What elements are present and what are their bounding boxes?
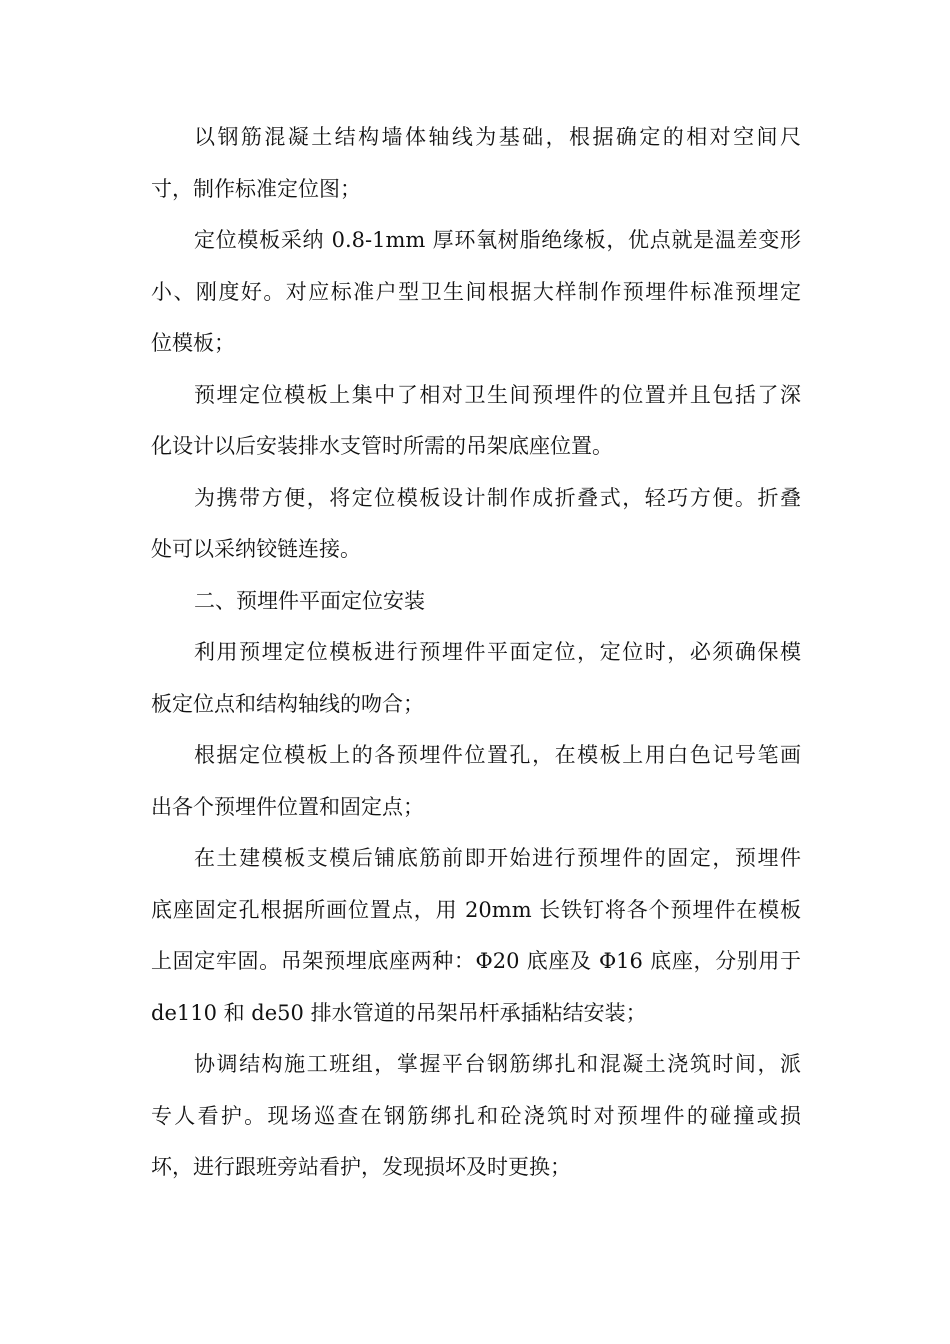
paragraph-line: 在土建模板支模后铺底筋前即开始进行预埋件的固定，预埋件 [194,846,801,870]
paragraph-line: 以钢筋混凝土结构墙体轴线为基础，根据确定的相对空间尺 [194,125,801,149]
document-body [151,112,801,1194]
paragraph-2 [151,215,801,370]
section-heading-text: 二、预埋件平面定位安装 [194,588,425,613]
paragraph-line: 出各个预埋件位置和固定点； [151,794,424,819]
paragraph-5 [151,627,801,730]
paragraph-line: 小、刚度好。对应标准户型卫生间根据大样制作预埋件标准预埋定 [151,279,801,304]
paragraph-line: 上固定牢固。吊架预埋底座两种：Φ20 底座及 Φ16 底座，分别用于 [151,949,801,973]
paragraph-line: 根据定位模板上的各预埋件位置孔，在模板上用白色记号笔画 [194,743,801,767]
paragraph-8 [151,1039,801,1194]
paragraph-line: 底座固定孔根据所画位置点，用 20mm 长铁钉将各个预埋件在模板 [151,897,801,922]
paragraph-line: 协调结构施工班组，掌握平台钢筋绑扎和混凝土浇筑时间，派 [194,1052,801,1076]
paragraph-line: 专人看护。现场巡查在钢筋绑扎和砼浇筑时对预埋件的碰撞或损 [151,1103,801,1128]
paragraph-line: 位模板； [151,331,235,355]
paragraph-line: 定位模板采纳 0.8-1mm 厚环氧树脂绝缘板，优点就是温差变形 [194,228,801,252]
paragraph-line: 处可以采纳铰链连接。 [151,537,361,561]
paragraph-line: 利用预埋定位模板进行预埋件平面定位，定位时，必须确保模 [194,640,801,664]
paragraph-7 [151,833,801,1039]
paragraph-line: 预埋定位模板上集中了相对卫生间预埋件的位置并且包括了深 [194,382,801,407]
paragraph-line: 板定位点和结构轴线的吻合； [151,691,424,716]
paragraph-3 [151,370,801,473]
paragraph-line: 寸，制作标准定位图； [151,176,361,201]
paragraph-4 [151,473,801,576]
paragraph-line: 坏，进行跟班旁站看护，发现损坏及时更换； [151,1155,571,1179]
paragraph-1 [151,112,801,215]
section-heading [151,576,801,628]
paragraph-line: 为携带方便，将定位模板设计制作成折叠式，轻巧方便。折叠 [194,485,801,510]
paragraph-line: 化设计以后安装排水支管时所需的吊架底座位置。 [151,434,613,458]
paragraph-6 [151,730,801,833]
paragraph-line: de110 和 de50 排水管道的吊架吊杆承插粘结安装； [151,1000,647,1025]
